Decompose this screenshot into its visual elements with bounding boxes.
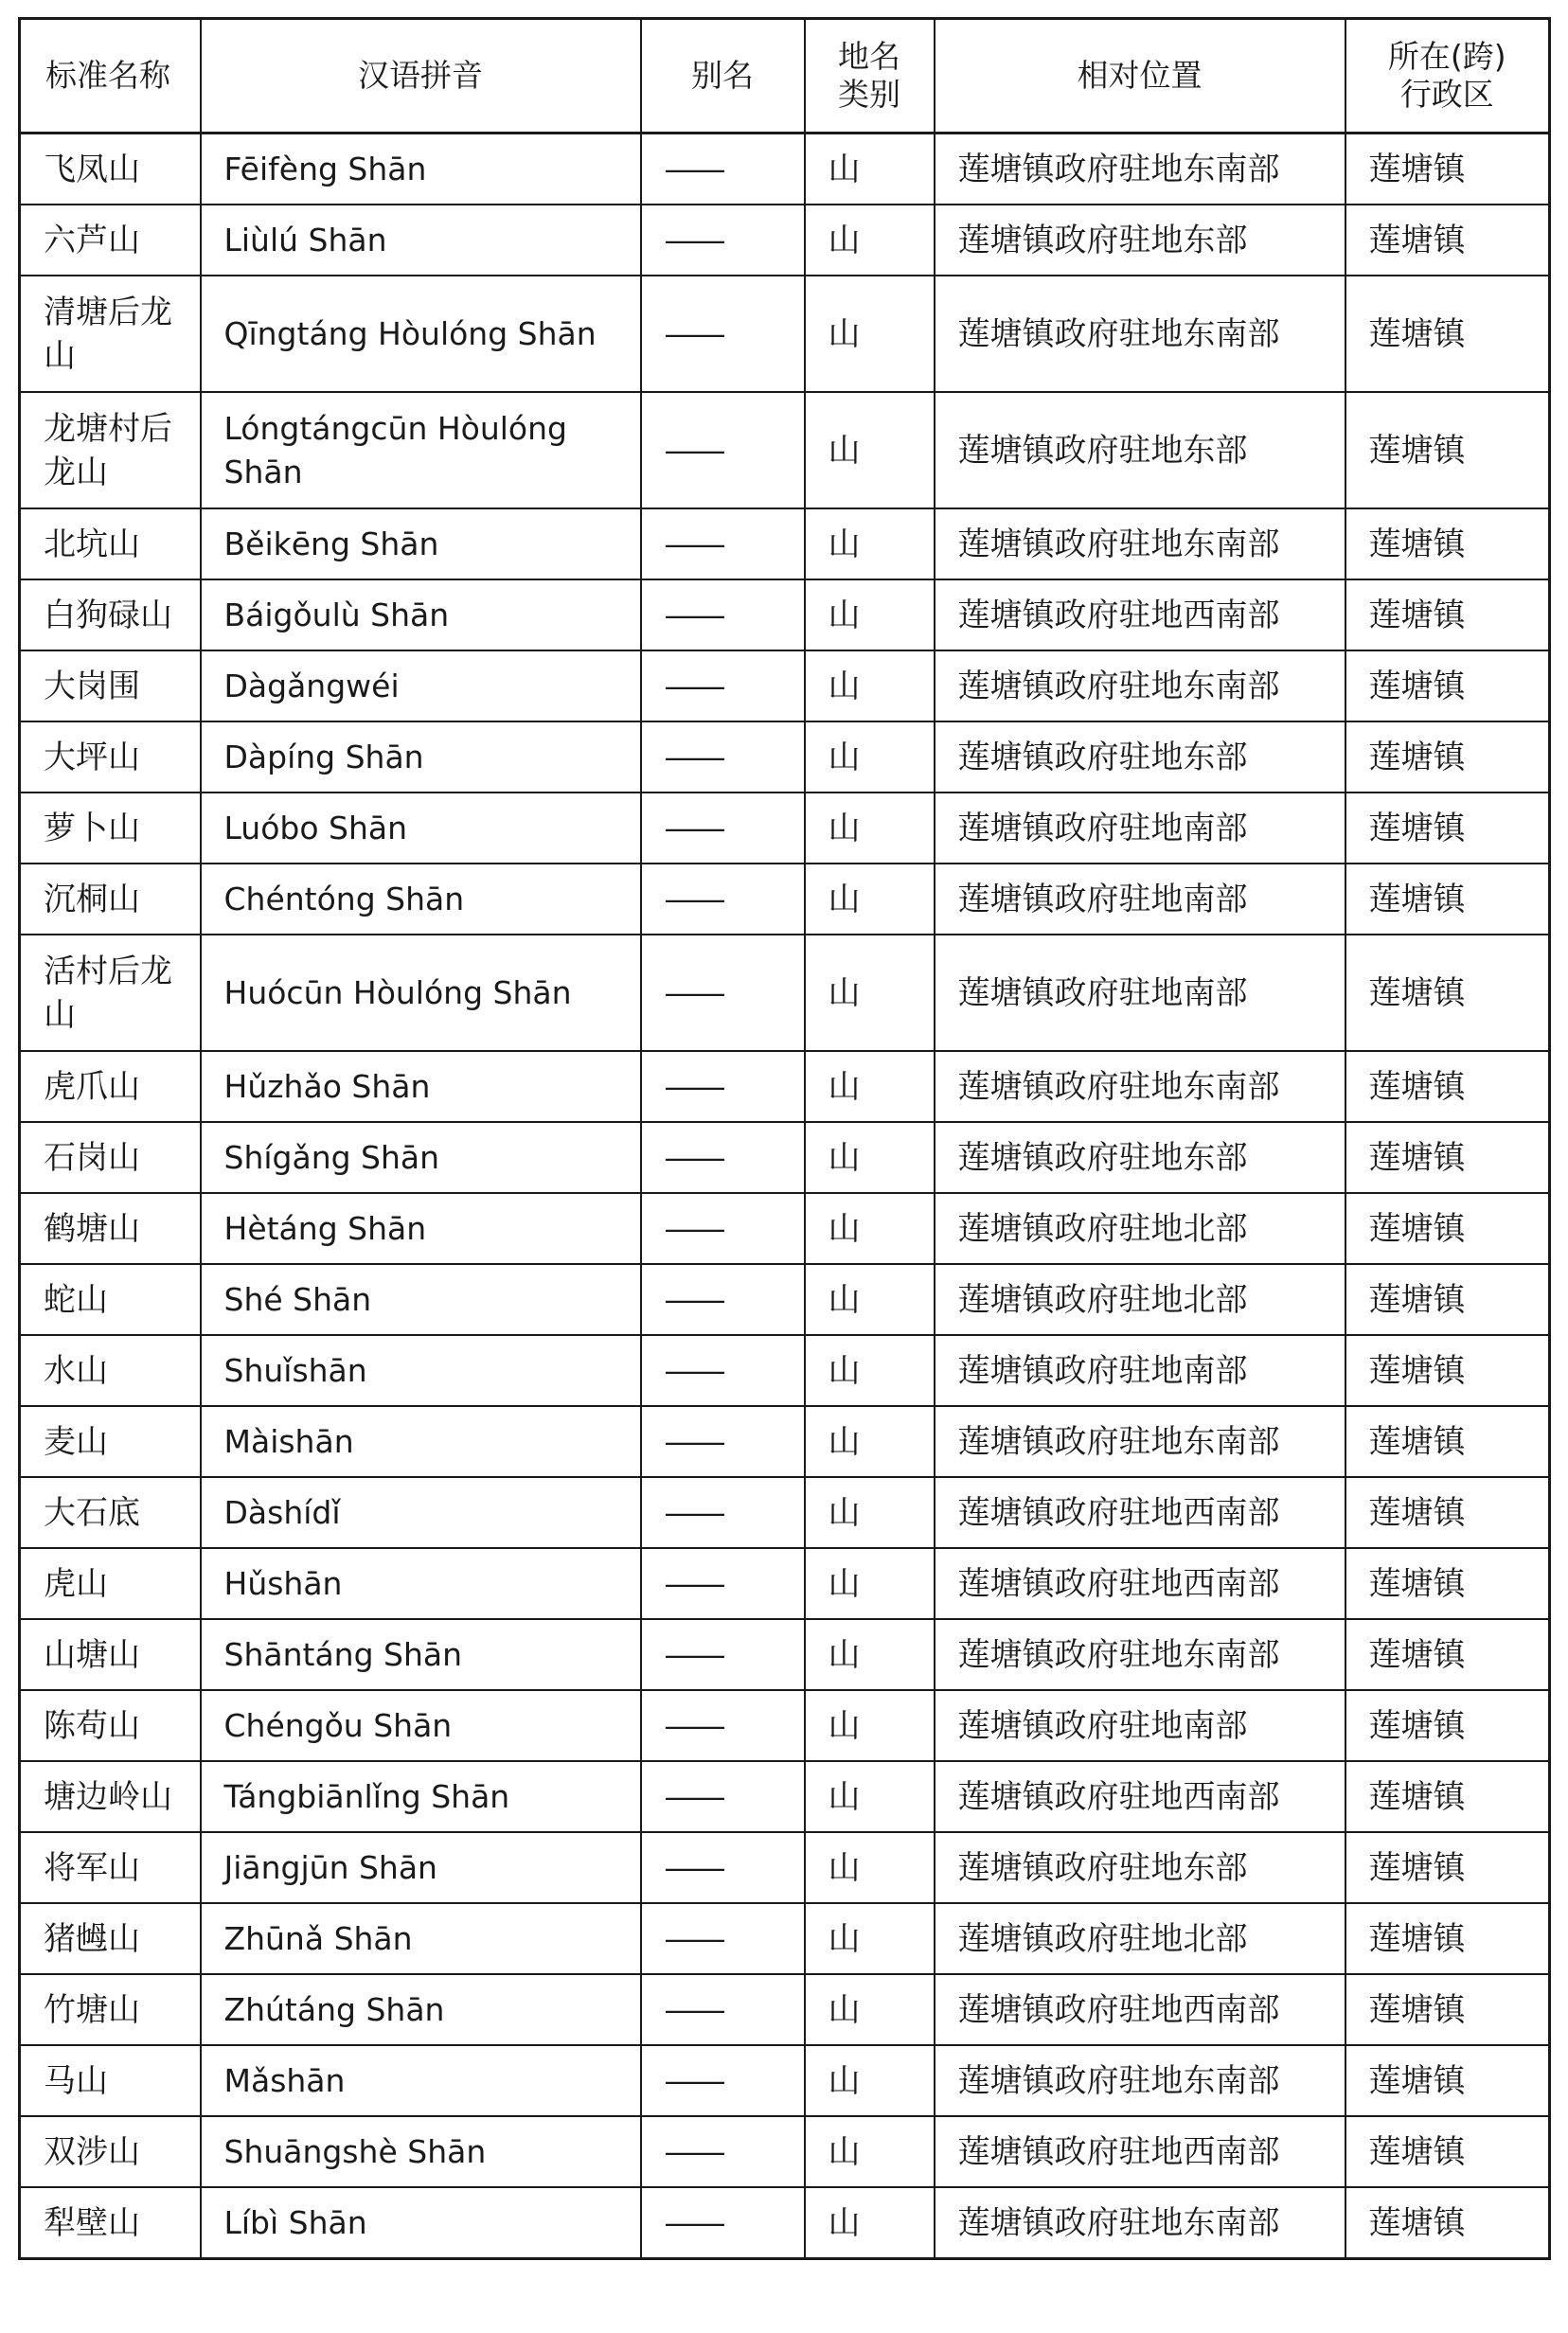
cell-place-type: 山 xyxy=(805,276,935,392)
cell-standard-name: 猪乸山 xyxy=(20,1903,201,1974)
cell-admin-region: 莲塘镇 xyxy=(1345,2187,1550,2259)
table-row xyxy=(20,1974,1550,2045)
cell-admin-region: 莲塘镇 xyxy=(1345,508,1550,579)
cell-admin-region: 莲塘镇 xyxy=(1345,1335,1550,1406)
header-admin-region-line1: 所在(跨) xyxy=(1387,38,1506,75)
cell-standard-name: 蛇山 xyxy=(20,1264,201,1335)
cell-relative-position: 莲塘镇政府驻地东南部 xyxy=(935,650,1345,721)
cell-place-type: 山 xyxy=(805,864,935,935)
cell-standard-name: 虎山 xyxy=(20,1548,201,1619)
cell-admin-region: 莲塘镇 xyxy=(1345,935,1550,1051)
header-place-type-line2: 类别 xyxy=(838,76,900,113)
cell-relative-position: 莲塘镇政府驻地北部 xyxy=(935,1193,1345,1264)
table-row xyxy=(20,1619,1550,1690)
cell-place-type: 山 xyxy=(805,1974,935,2045)
cell-standard-name: 萝卜山 xyxy=(20,793,201,864)
cell-admin-region: 莲塘镇 xyxy=(1345,1903,1550,1974)
cell-alias: —— xyxy=(641,276,805,392)
cell-place-type: 山 xyxy=(805,1619,935,1690)
cell-standard-name: 麦山 xyxy=(20,1406,201,1477)
cell-standard-name: 水山 xyxy=(20,1335,201,1406)
cell-admin-region: 莲塘镇 xyxy=(1345,1548,1550,1619)
cell-pinyin: Zhútáng Shān xyxy=(201,1974,641,2045)
cell-admin-region: 莲塘镇 xyxy=(1345,1832,1550,1903)
cell-alias: —— xyxy=(641,2045,805,2116)
table-row xyxy=(20,935,1550,1051)
cell-place-type: 山 xyxy=(805,134,935,205)
cell-alias: —— xyxy=(641,205,805,276)
cell-alias: —— xyxy=(641,1051,805,1122)
cell-standard-name: 活村后龙山 xyxy=(20,935,201,1051)
cell-standard-name: 陈苟山 xyxy=(20,1690,201,1761)
cell-relative-position: 莲塘镇政府驻地西南部 xyxy=(935,1761,1345,1832)
cell-relative-position: 莲塘镇政府驻地南部 xyxy=(935,864,1345,935)
table-row xyxy=(20,1122,1550,1193)
table-row xyxy=(20,650,1550,721)
cell-pinyin: Zhūnǎ Shān xyxy=(201,1903,641,1974)
cell-admin-region: 莲塘镇 xyxy=(1345,205,1550,276)
cell-standard-name: 白狗碌山 xyxy=(20,579,201,650)
table-row xyxy=(20,392,1550,508)
table-row xyxy=(20,134,1550,205)
cell-pinyin: Báigǒulù Shān xyxy=(201,579,641,650)
cell-standard-name: 飞凤山 xyxy=(20,134,201,205)
cell-place-type: 山 xyxy=(805,2187,935,2259)
cell-place-type: 山 xyxy=(805,1832,935,1903)
cell-place-type: 山 xyxy=(805,1690,935,1761)
cell-pinyin: Màishān xyxy=(201,1406,641,1477)
table-row xyxy=(20,1832,1550,1903)
cell-alias: —— xyxy=(641,1903,805,1974)
cell-standard-name: 将军山 xyxy=(20,1832,201,1903)
cell-admin-region: 莲塘镇 xyxy=(1345,650,1550,721)
cell-alias: —— xyxy=(641,392,805,508)
table-body xyxy=(20,134,1550,2259)
cell-alias: —— xyxy=(641,650,805,721)
cell-alias: —— xyxy=(641,864,805,935)
cell-place-type: 山 xyxy=(805,2116,935,2187)
cell-admin-region: 莲塘镇 xyxy=(1345,2116,1550,2187)
cell-pinyin: Chéngǒu Shān xyxy=(201,1690,641,1761)
cell-admin-region: 莲塘镇 xyxy=(1345,1619,1550,1690)
cell-place-type: 山 xyxy=(805,1477,935,1548)
cell-alias: —— xyxy=(641,134,805,205)
cell-pinyin: Běikēng Shān xyxy=(201,508,641,579)
cell-admin-region: 莲塘镇 xyxy=(1345,1690,1550,1761)
table-row xyxy=(20,276,1550,392)
header-pinyin: 汉语拼音 xyxy=(201,19,641,134)
table-row xyxy=(20,2187,1550,2259)
cell-standard-name: 竹塘山 xyxy=(20,1974,201,2045)
cell-admin-region: 莲塘镇 xyxy=(1345,1406,1550,1477)
cell-place-type: 山 xyxy=(805,721,935,793)
cell-pinyin: Shígǎng Shān xyxy=(201,1122,641,1193)
cell-pinyin: Dàgǎngwéi xyxy=(201,650,641,721)
header-admin-region-line2: 行政区 xyxy=(1399,76,1494,113)
cell-pinyin: Hǔzhǎo Shān xyxy=(201,1051,641,1122)
cell-standard-name: 鹤塘山 xyxy=(20,1193,201,1264)
cell-place-type: 山 xyxy=(805,579,935,650)
cell-relative-position: 莲塘镇政府驻地南部 xyxy=(935,935,1345,1051)
header-alias: 别名 xyxy=(641,19,805,134)
cell-pinyin: Tángbiānlǐng Shān xyxy=(201,1761,641,1832)
cell-place-type: 山 xyxy=(805,1761,935,1832)
cell-place-type: 山 xyxy=(805,1548,935,1619)
cell-relative-position: 莲塘镇政府驻地南部 xyxy=(935,793,1345,864)
cell-standard-name: 山塘山 xyxy=(20,1619,201,1690)
cell-place-type: 山 xyxy=(805,205,935,276)
cell-relative-position: 莲塘镇政府驻地南部 xyxy=(935,1690,1345,1761)
cell-alias: —— xyxy=(641,1264,805,1335)
table-row xyxy=(20,579,1550,650)
cell-alias: —— xyxy=(641,1477,805,1548)
cell-alias: —— xyxy=(641,579,805,650)
cell-standard-name: 虎爪山 xyxy=(20,1051,201,1122)
table-header-row xyxy=(20,19,1550,134)
cell-alias: —— xyxy=(641,1974,805,2045)
cell-place-type: 山 xyxy=(805,2045,935,2116)
cell-standard-name: 北坑山 xyxy=(20,508,201,579)
cell-pinyin: Chéntóng Shān xyxy=(201,864,641,935)
cell-standard-name: 石岗山 xyxy=(20,1122,201,1193)
cell-relative-position: 莲塘镇政府驻地东部 xyxy=(935,1832,1345,1903)
cell-alias: —— xyxy=(641,1335,805,1406)
cell-relative-position: 莲塘镇政府驻地西南部 xyxy=(935,1548,1345,1619)
cell-alias: —— xyxy=(641,935,805,1051)
cell-admin-region: 莲塘镇 xyxy=(1345,579,1550,650)
cell-standard-name: 龙塘村后龙山 xyxy=(20,392,201,508)
cell-relative-position: 莲塘镇政府驻地东南部 xyxy=(935,2187,1345,2259)
cell-relative-position: 莲塘镇政府驻地西南部 xyxy=(935,579,1345,650)
cell-relative-position: 莲塘镇政府驻地东南部 xyxy=(935,1051,1345,1122)
table-row xyxy=(20,2045,1550,2116)
cell-admin-region: 莲塘镇 xyxy=(1345,276,1550,392)
cell-relative-position: 莲塘镇政府驻地东部 xyxy=(935,392,1345,508)
cell-standard-name: 六芦山 xyxy=(20,205,201,276)
cell-alias: —— xyxy=(641,1193,805,1264)
cell-relative-position: 莲塘镇政府驻地南部 xyxy=(935,1335,1345,1406)
cell-pinyin: Luóbo Shān xyxy=(201,793,641,864)
cell-standard-name: 塘边岭山 xyxy=(20,1761,201,1832)
table-row xyxy=(20,508,1550,579)
cell-admin-region: 莲塘镇 xyxy=(1345,1761,1550,1832)
cell-alias: —— xyxy=(641,2187,805,2259)
place-name-table-container xyxy=(18,17,1548,2260)
cell-admin-region: 莲塘镇 xyxy=(1345,2045,1550,2116)
table-row xyxy=(20,205,1550,276)
cell-pinyin: Hǔshān xyxy=(201,1548,641,1619)
cell-standard-name: 犁壁山 xyxy=(20,2187,201,2259)
cell-relative-position: 莲塘镇政府驻地东南部 xyxy=(935,1619,1345,1690)
table-row xyxy=(20,1406,1550,1477)
cell-admin-region: 莲塘镇 xyxy=(1345,721,1550,793)
cell-pinyin: Jiāngjūn Shān xyxy=(201,1832,641,1903)
table-row xyxy=(20,1264,1550,1335)
cell-standard-name: 大坪山 xyxy=(20,721,201,793)
header-place-type-line1: 地名 xyxy=(838,38,900,75)
cell-standard-name: 双涉山 xyxy=(20,2116,201,2187)
cell-admin-region: 莲塘镇 xyxy=(1345,134,1550,205)
cell-admin-region: 莲塘镇 xyxy=(1345,1477,1550,1548)
place-name-table xyxy=(18,17,1551,2260)
cell-pinyin: Shé Shān xyxy=(201,1264,641,1335)
cell-pinyin: Shāntáng Shān xyxy=(201,1619,641,1690)
cell-standard-name: 大石底 xyxy=(20,1477,201,1548)
cell-admin-region: 莲塘镇 xyxy=(1345,1264,1550,1335)
table-row xyxy=(20,1193,1550,1264)
cell-alias: —— xyxy=(641,2116,805,2187)
cell-pinyin: Mǎshān xyxy=(201,2045,641,2116)
cell-place-type: 山 xyxy=(805,1903,935,1974)
table-row xyxy=(20,2116,1550,2187)
cell-relative-position: 莲塘镇政府驻地东南部 xyxy=(935,2045,1345,2116)
cell-place-type: 山 xyxy=(805,1406,935,1477)
cell-standard-name: 沉桐山 xyxy=(20,864,201,935)
table-row xyxy=(20,864,1550,935)
table-row xyxy=(20,1690,1550,1761)
cell-place-type: 山 xyxy=(805,650,935,721)
cell-place-type: 山 xyxy=(805,935,935,1051)
cell-pinyin: Shuǐshān xyxy=(201,1335,641,1406)
cell-alias: —— xyxy=(641,1690,805,1761)
cell-alias: —— xyxy=(641,1832,805,1903)
cell-standard-name: 马山 xyxy=(20,2045,201,2116)
cell-relative-position: 莲塘镇政府驻地西南部 xyxy=(935,1974,1345,2045)
cell-standard-name: 大岗围 xyxy=(20,650,201,721)
cell-pinyin: Líbì Shān xyxy=(201,2187,641,2259)
cell-relative-position: 莲塘镇政府驻地北部 xyxy=(935,1903,1345,1974)
cell-pinyin: Dàpíng Shān xyxy=(201,721,641,793)
cell-place-type: 山 xyxy=(805,1335,935,1406)
cell-place-type: 山 xyxy=(805,508,935,579)
cell-place-type: 山 xyxy=(805,793,935,864)
cell-relative-position: 莲塘镇政府驻地东部 xyxy=(935,1122,1345,1193)
cell-pinyin: Dàshídǐ xyxy=(201,1477,641,1548)
cell-alias: —— xyxy=(641,1406,805,1477)
cell-admin-region: 莲塘镇 xyxy=(1345,793,1550,864)
cell-admin-region: 莲塘镇 xyxy=(1345,1974,1550,2045)
cell-relative-position: 莲塘镇政府驻地东南部 xyxy=(935,508,1345,579)
cell-pinyin: Fēifèng Shān xyxy=(201,134,641,205)
cell-place-type: 山 xyxy=(805,1193,935,1264)
cell-admin-region: 莲塘镇 xyxy=(1345,392,1550,508)
header-relative-position: 相对位置 xyxy=(935,19,1345,134)
cell-relative-position: 莲塘镇政府驻地东部 xyxy=(935,721,1345,793)
cell-place-type: 山 xyxy=(805,1264,935,1335)
table-row xyxy=(20,1051,1550,1122)
cell-pinyin: Hètáng Shān xyxy=(201,1193,641,1264)
cell-place-type: 山 xyxy=(805,1051,935,1122)
cell-alias: —— xyxy=(641,1548,805,1619)
cell-relative-position: 莲塘镇政府驻地东南部 xyxy=(935,1406,1345,1477)
cell-pinyin: Huócūn Hòulóng Shān xyxy=(201,935,641,1051)
cell-relative-position: 莲塘镇政府驻地东南部 xyxy=(935,134,1345,205)
table-row xyxy=(20,721,1550,793)
cell-relative-position: 莲塘镇政府驻地东部 xyxy=(935,205,1345,276)
table-row xyxy=(20,1903,1550,1974)
cell-alias: —— xyxy=(641,1619,805,1690)
table-row xyxy=(20,1761,1550,1832)
cell-admin-region: 莲塘镇 xyxy=(1345,1193,1550,1264)
cell-relative-position: 莲塘镇政府驻地东南部 xyxy=(935,276,1345,392)
header-place-type xyxy=(805,19,935,134)
cell-place-type: 山 xyxy=(805,392,935,508)
cell-alias: —— xyxy=(641,721,805,793)
header-standard-name: 标准名称 xyxy=(20,19,201,134)
cell-pinyin: Liùlú Shān xyxy=(201,205,641,276)
table-row xyxy=(20,793,1550,864)
cell-relative-position: 莲塘镇政府驻地北部 xyxy=(935,1264,1345,1335)
cell-admin-region: 莲塘镇 xyxy=(1345,1051,1550,1122)
cell-relative-position: 莲塘镇政府驻地西南部 xyxy=(935,1477,1345,1548)
header-admin-region xyxy=(1345,19,1550,134)
cell-pinyin: Shuāngshè Shān xyxy=(201,2116,641,2187)
cell-alias: —— xyxy=(641,1122,805,1193)
table-row xyxy=(20,1335,1550,1406)
cell-alias: —— xyxy=(641,1761,805,1832)
cell-place-type: 山 xyxy=(805,1122,935,1193)
cell-admin-region: 莲塘镇 xyxy=(1345,1122,1550,1193)
cell-alias: —— xyxy=(641,793,805,864)
cell-admin-region: 莲塘镇 xyxy=(1345,864,1550,935)
cell-standard-name: 清塘后龙山 xyxy=(20,276,201,392)
cell-pinyin: Qīngtáng Hòulóng Shān xyxy=(201,276,641,392)
table-row xyxy=(20,1477,1550,1548)
table-row xyxy=(20,1548,1550,1619)
cell-alias: —— xyxy=(641,508,805,579)
cell-pinyin: Lóngtángcūn Hòulóng Shān xyxy=(201,392,641,508)
cell-relative-position: 莲塘镇政府驻地西南部 xyxy=(935,2116,1345,2187)
